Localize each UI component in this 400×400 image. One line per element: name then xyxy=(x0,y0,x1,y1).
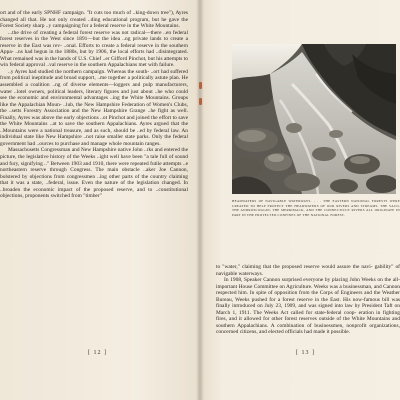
right-page-text xyxy=(216,264,400,336)
left-paragraph: Massachusetts Congressman and New Hampshire native John ..rks and entered the picture, the legislative history of the Weeks ..ight well have been "a tale full of sound and fury, signifying .." Between 1903 and 1910, there were repeated futile attempts ..e northeastern reserve through Congress. The main obstacle ..aker Joe Cannon, bolstered by objections from congressmen ..ing other parts of the country claiming that it was a state, ..federal, issue. Even the nature of the legislation changed. In ..broaden the economic impact of the proposed reserve, and to ..constitutional objections, proponents switched from "timber" xyxy=(0,147,188,200)
river-photograph-image xyxy=(232,44,396,194)
page-number-right: [ 13 ] xyxy=(296,350,315,356)
left-paragraph: ...the drive of creating a federal forest reserve was not radical—there ..en federal forest reserves in the West since 1891—but the idea ..ng private lands to create a reserve in the East was rev- ..onal. Efforts to create a federal reserve in the southern Appa- ..ns had begun in the 1880s, but by 1906, the local efforts had ..disintegrated. What remained was in the hands of U.S. Chief ..er Gifford Pinchot, but his attempts to win federal approval ..val reserve in the southern Appalachians met with failure. xyxy=(0,29,188,69)
river-photograph xyxy=(232,44,396,194)
left-page-text xyxy=(0,10,188,200)
left-paragraph: ..y Ayres had studied the northern campaign. Whereas the south- ..ort had suffered from political ineptitude and broad support, ..me together a politically astute plan. He assembled a coalition ..ng of diverse elements—loggers and pulp manufacturers, water ..lotel owners, political leaders, literary figures and just about ..he who could see the economic and environmental advantages ..ing the White Mountains. Groups like the Appalachian Moun- ..lub, the New Hampshire Federation of Women's Clubs, the ..setts Forestry Association and the New Hampshire Grange ..he fight as well. Finally, Ayres was above the early objections ..ot Pinchot and joined the effort to save the White Mountains ..at to save the southern Appalachians. Ayres argued that the ..Mountains were a national treasure, and as such, should be ..ed by federal law. An individual state like New Hampshire ..not raise smaller state parks. Only the federal government had ..ources to purchase and manage whole mountain ranges. xyxy=(0,68,188,147)
ribbon-marker xyxy=(199,82,202,89)
right-page xyxy=(198,0,400,400)
right-paragraph: In 1908, Speaker Cannon surprised everyone by placing John Weeks on the all-important House Committee on Agriculture. Weeks was a businessman, and Cannon respected him. In spite of opposition from the Corps of Engineers and the Weather Bureau, Weeks pushed for a forest reserve in the East. His now-famous bill was finally introduced on July 23, 1909, and was signed into law by President Taft on March 1, 1911. The Weeks Act called for state-federal coop- eration in fighting fires, and it allowed for other forest reserves outside of the White Mountains and southern Appalachians. A combination of businessmen, nonprofit organizations, concerned citizens, and elected officials had made it possible. xyxy=(216,277,400,336)
photo-caption: HEADWATERS OF NAVIGABLE WATERWAYS. . . . THE EASTERN NATIONAL FORESTS WERE CREATED TO HELP PROTECT THE HEADWATERS OF OUR RIVERS AND STREAMS. THE SACO, THE ANDROSCOGGIN, THE MERRIMACK, AND THE CONNECTICUT RIVERS ALL ORIGINATE IN PART IN THE PROTECTED CONFINES OF THE NATIONAL FOREST. xyxy=(232,199,400,217)
page-number-left: [ 12 ] xyxy=(88,350,107,356)
left-paragraph: ort and of the early SPNHF campaign. "It cuts too much of ..king-down tree"), Ayres changed all that. He not only created ..ding educational program, but he gave the Forest Society sharp ..y campaigning for a federal reserve in the White Mountains. xyxy=(0,10,188,30)
right-paragraph: to "water," claiming that the proposed reserve would assure the navi- gability" of navigable waterways. xyxy=(216,264,400,277)
ribbon-marker xyxy=(199,98,202,105)
left-page xyxy=(0,0,198,400)
